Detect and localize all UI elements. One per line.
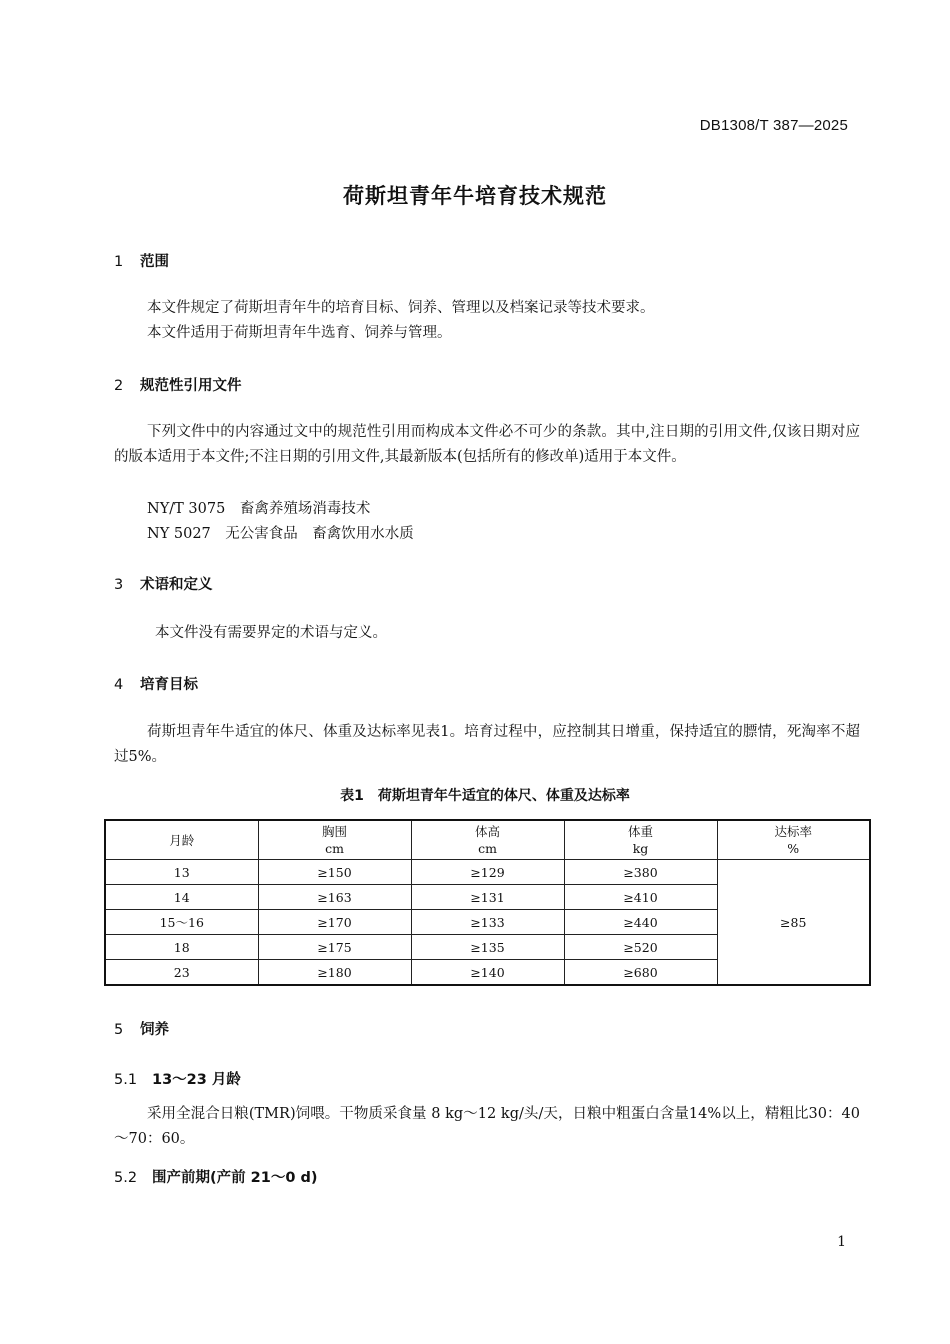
subsection-title: 13～23 月龄 [152,1072,241,1088]
section-5-heading [114,1018,169,1039]
section-3-heading [114,573,213,594]
subsection-5-1-heading [114,1068,241,1089]
table-cell: ≥135 [411,935,564,960]
table-cell: ≥170 [258,910,411,935]
table-row [105,860,870,885]
section-4-heading [114,673,198,694]
table-cell: ≥180 [258,960,411,986]
table-cell: ≥140 [411,960,564,986]
subsection-title: 围产前期(产前 21～0 d) [152,1170,318,1186]
subsection-5-1-paragraph: 采用全混合日粮(TMR)饲喂。干物质采食量 8 kg～12 kg/头/天，日粮中粗蛋白含量14%以上，精粗比30：40～70：60。 [114,1106,860,1147]
table-cell-rate: ≥85 [717,860,870,986]
table-cell: ≥520 [564,935,717,960]
table-cell: ≥131 [411,885,564,910]
document-title: 荷斯坦青年牛培育技术规范 [343,184,607,208]
reference-item: NY 5027 无公害食品 畜禽饮用水水质 [147,526,414,542]
table-cell: ≥133 [411,910,564,935]
table-cell: ≥175 [258,935,411,960]
table-cell: ≥440 [564,910,717,935]
section-1-paragraph-1: 本文件规定了荷斯坦青年牛的培育目标、饲养、管理以及档案记录等技术要求。 [147,300,655,316]
section-title: 规范性引用文件 [140,378,242,394]
subsection-number: 5.2 [114,1170,138,1186]
subsection-5-2-heading [114,1166,318,1187]
table-caption: 表1 荷斯坦青年牛适宜的体尺、体重及达标率 [340,788,630,804]
section-2-paragraph: 下列文件中的内容通过文中的规范性引用而构成本文件必不可少的条款。其中,注日期的引用文件,仅该日期对应的版本适用于本文件;不注日期的引用文件,其最新版本(包括所有的修改单)适用于本文件。 [114,424,860,465]
section-number: 4 [114,677,124,693]
table-cell: ≥129 [411,860,564,885]
section-title: 范围 [140,254,169,270]
section-number: 2 [114,378,124,394]
table-cell: 14 [105,885,258,910]
section-number: 5 [114,1022,124,1038]
subsection-number: 5.1 [114,1072,138,1088]
table-cell: ≥150 [258,860,411,885]
column-header: 月龄 [105,820,258,860]
column-header: 达标率 % [717,820,870,860]
document-code: DB1308/T 387—2025 [699,117,848,134]
page-number: 1 [837,1234,846,1250]
table-cell: 23 [105,960,258,986]
section-title: 培育目标 [140,677,198,693]
table-cell: 18 [105,935,258,960]
growth-standards-table [104,819,871,986]
section-number: 1 [114,254,124,270]
column-header: 胸围 cm [258,820,411,860]
reference-item: NY/T 3075 畜禽养殖场消毒技术 [147,501,371,517]
table-header-row [105,820,870,860]
section-title: 饲养 [140,1022,169,1038]
section-number: 3 [114,577,124,593]
table-cell: 15～16 [105,910,258,935]
table-cell: 13 [105,860,258,885]
table-cell: ≥163 [258,885,411,910]
section-4-paragraph: 荷斯坦青年牛适宜的体尺、体重及达标率见表1。培育过程中，应控制其日增重，保持适宜的膘情，死淘率不超过5%。 [114,724,860,765]
table-cell: ≥680 [564,960,717,986]
section-title: 术语和定义 [140,577,213,593]
section-1-paragraph-2: 本文件适用于荷斯坦青年牛选育、饲养与管理。 [147,325,452,341]
section-2-heading [114,374,242,395]
section-1-heading [114,250,169,271]
table-cell: ≥380 [564,860,717,885]
column-header: 体高 cm [411,820,564,860]
section-3-paragraph: 本文件没有需要界定的术语与定义。 [155,625,387,641]
column-header: 体重 kg [564,820,717,860]
table-cell: ≥410 [564,885,717,910]
